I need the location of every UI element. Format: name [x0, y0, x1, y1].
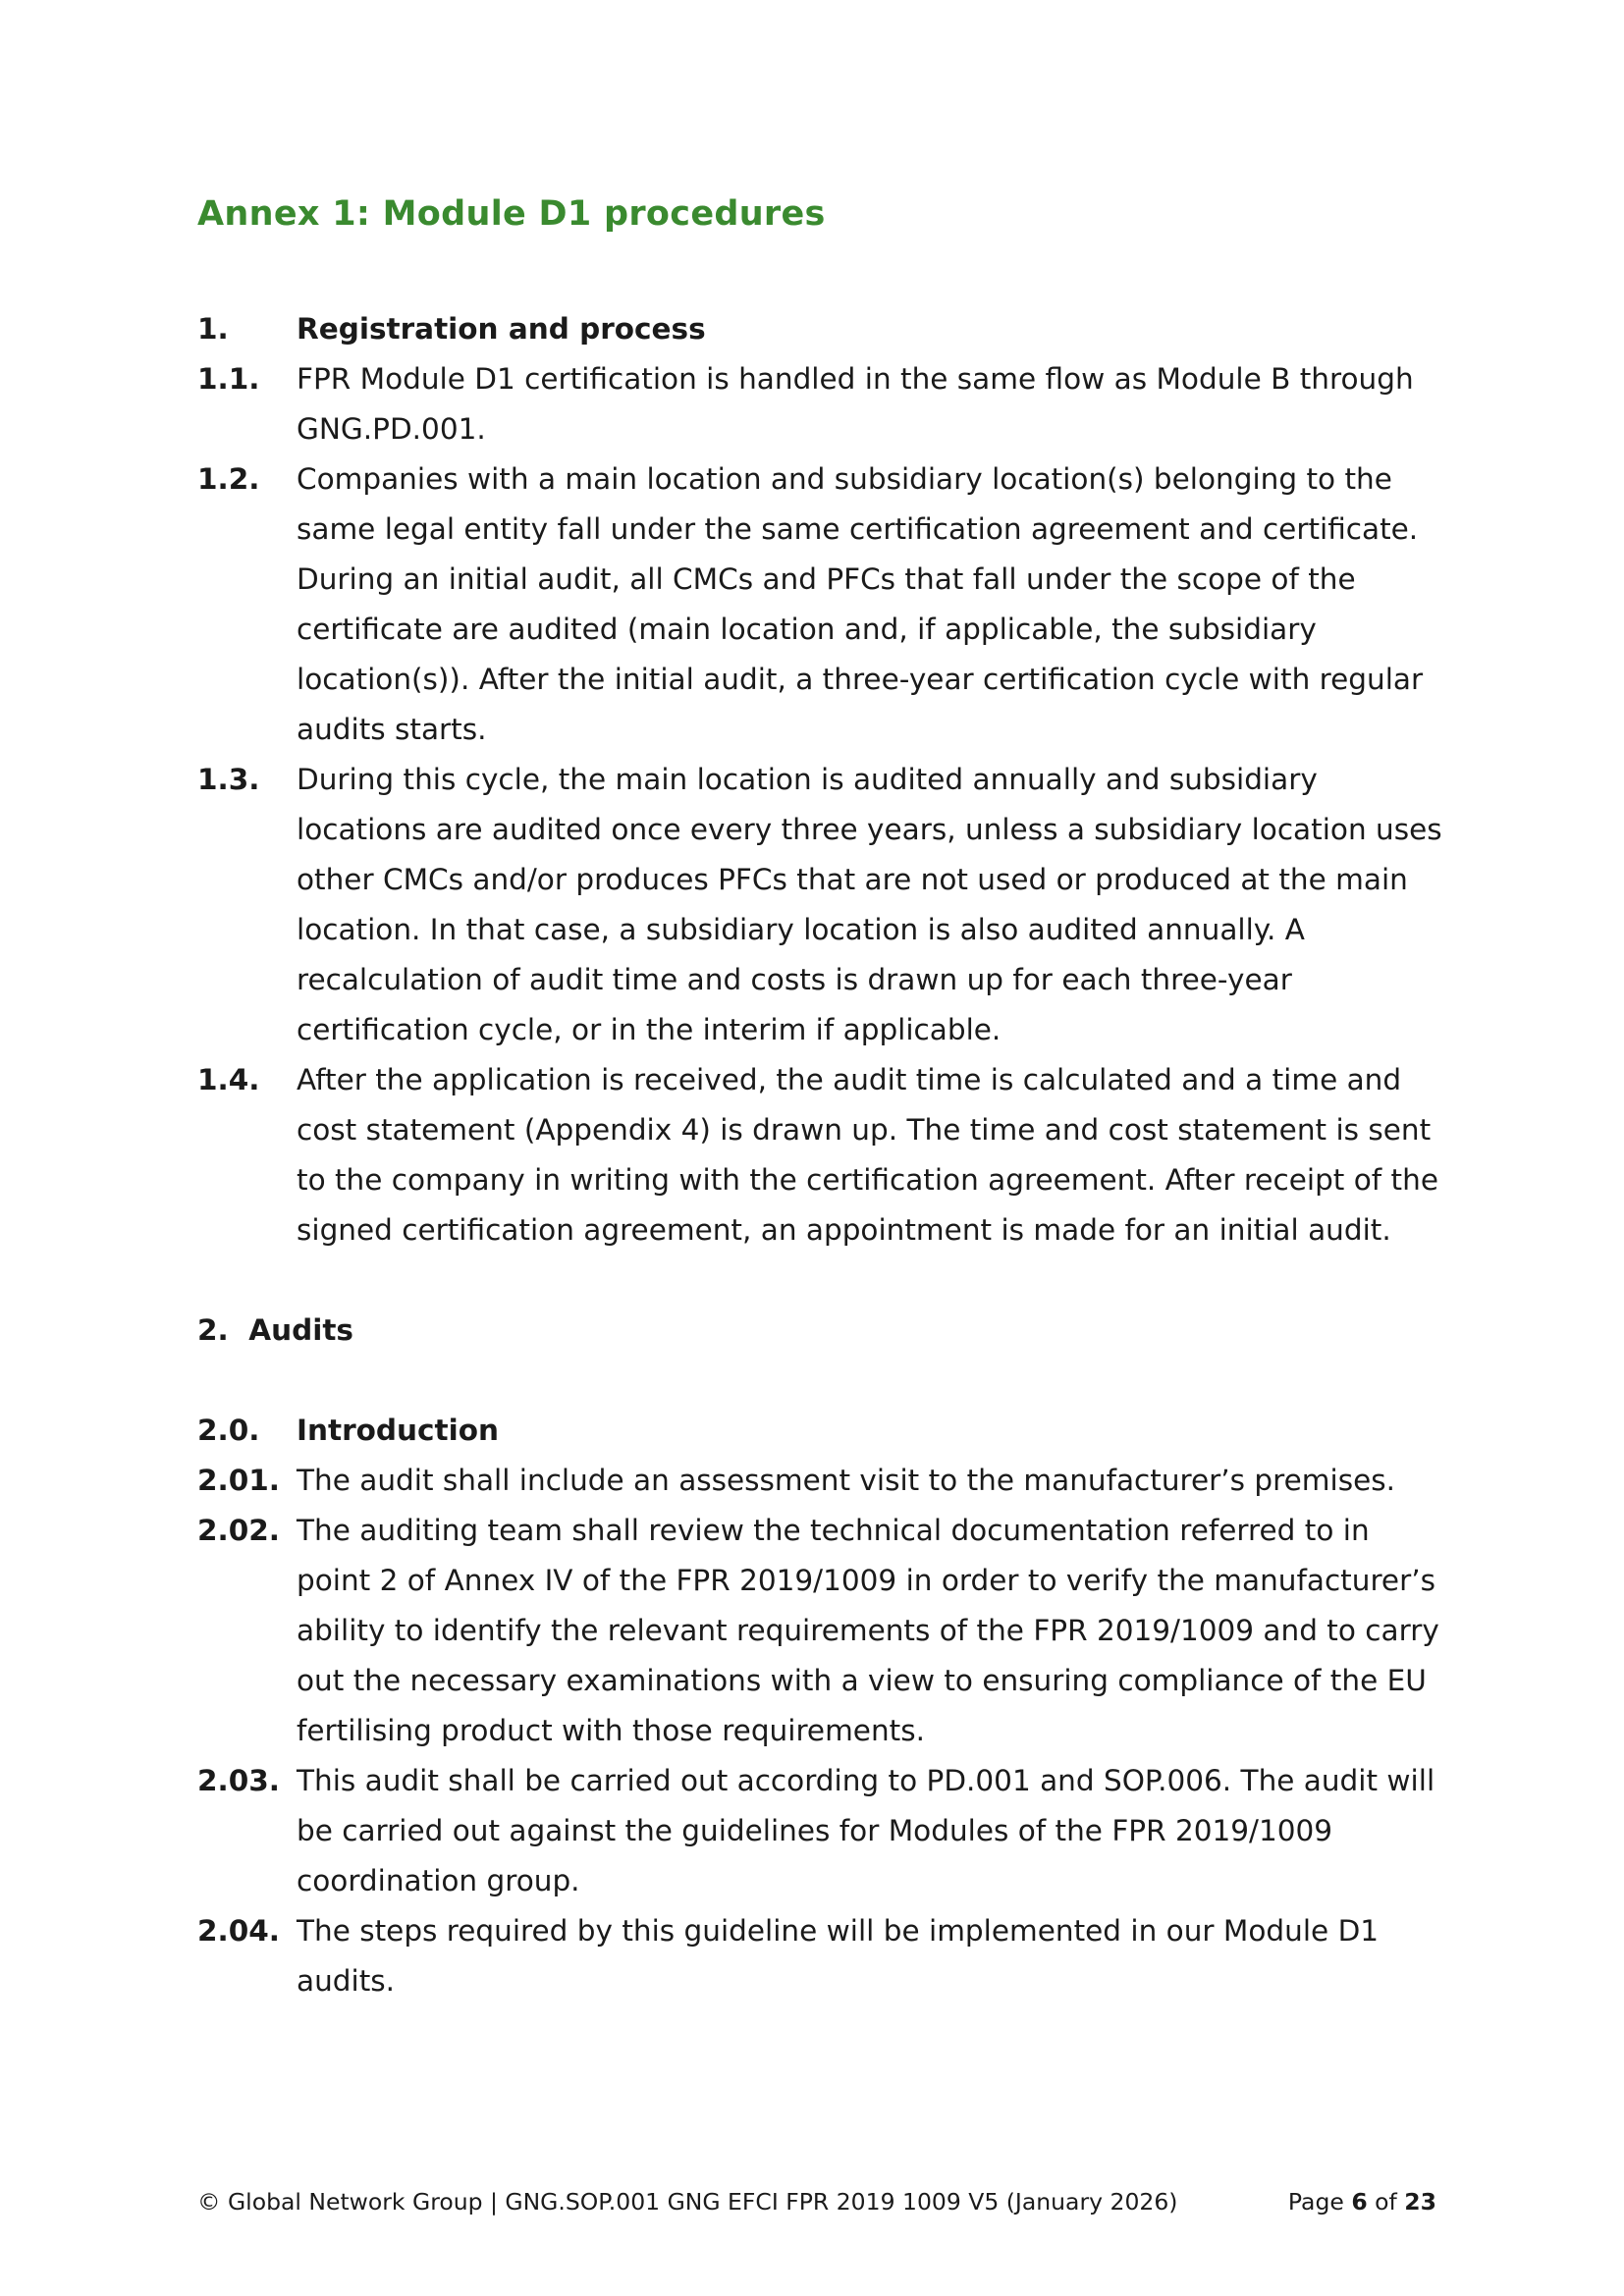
item-number: 2.01.	[197, 1464, 280, 1497]
of-label: of	[1375, 2188, 1397, 2216]
subsection-heading	[197, 1406, 1444, 1456]
list-item	[197, 1906, 1444, 2006]
item-text: The auditing team shall review the technical documentation referred to in point 2 of Annex IV of the FPR 2019/1009 in order to verify the manufacturer’s ability to identify the relevant requirements of the FPR 2019/1009 and to carry out the necessary examinations with a view to ensuring compliance of the EU fertilising product with those requirements.	[297, 1514, 1439, 1747]
item-text: This audit shall be carried out according to PD.001 and SOP.006. The audit will be carried out against the guidelines for Modules of the FPR 2019/1009 coordination group.	[297, 1764, 1435, 1897]
footer-copyright: © Global Network Group | GNG.SOP.001 GNG EFCI FPR 2019 1009 V5 (January 2026)	[197, 2188, 1178, 2216]
page-total: 23	[1404, 2188, 1436, 2216]
list-item	[197, 755, 1444, 1055]
section-number: 1.	[197, 312, 229, 346]
item-text: Companies with a main location and subsidiary location(s) belonging to the same legal entity fall under the same certification agreement and certificate. During an initial audit, all CMCs and PFCs that fall under the scope of the certificate are audited (main location and, if applicable, the subsidiary location(s)). After the initial audit, a three-year certification cycle with regular audits starts.	[297, 462, 1424, 746]
section-title: Registration and process	[297, 312, 706, 346]
list-item	[197, 1506, 1444, 1756]
item-number: 2.02.	[197, 1514, 280, 1547]
page-counter	[1288, 2188, 1436, 2216]
document-body	[197, 304, 1444, 2006]
item-number: 2.04.	[197, 1914, 280, 1948]
page-label: Page	[1287, 2188, 1344, 2216]
item-text: After the application is received, the audit time is calculated and a time and cost statement (Appendix 4) is drawn up. The time and cost statement is sent to the company in writing with the certification agreement. After receipt of the signed certification agreement, an appointment is made for an initial audit.	[297, 1063, 1438, 1247]
page-title: Annex 1: Module D1 procedures	[197, 194, 826, 234]
page-number: 6	[1351, 2188, 1368, 2216]
item-text: FPR Module D1 certification is handled in the same flow as Module B through GNG.PD.001.	[297, 362, 1414, 446]
item-text: During this cycle, the main location is audited annually and subsidiary locations are audited once every three years, unless a subsidiary location uses other CMCs and/or produces PFCs that are not used or produced at the main location. In that case, a subsidiary location is also audited annually. A recalculation of audit time and costs is drawn up for each three-year certification cycle, or in the interim if applicable.	[297, 763, 1442, 1046]
page-footer	[197, 2188, 1436, 2216]
item-number: 2.03.	[197, 1764, 280, 1797]
subsection-number: 2.0.	[197, 1414, 260, 1447]
subsection-title: Introduction	[297, 1414, 499, 1447]
list-item	[197, 1456, 1444, 1506]
item-number: 1.2.	[197, 462, 260, 496]
list-item	[197, 354, 1444, 454]
item-text: The steps required by this guideline will be implemented in our Module D1 audits.	[297, 1914, 1380, 1998]
item-number: 1.1.	[197, 362, 260, 396]
section-2-heading: 2. Audits	[197, 1313, 353, 1347]
list-item	[197, 1756, 1444, 1906]
list-item	[197, 1055, 1444, 1255]
item-number: 1.4.	[197, 1063, 260, 1096]
list-item	[197, 454, 1444, 755]
item-number: 1.3.	[197, 763, 260, 796]
item-text: The audit shall include an assessment visit to the manufacturer’s premises.	[297, 1464, 1395, 1497]
section-1-heading	[197, 304, 1444, 354]
